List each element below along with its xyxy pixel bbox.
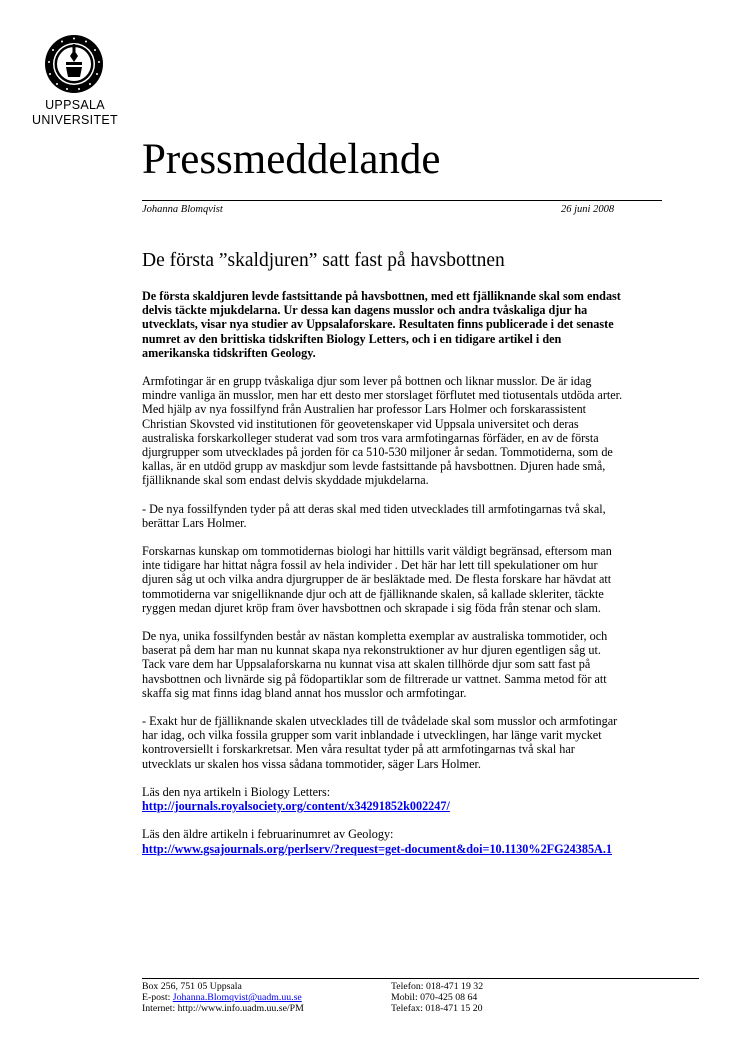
publication-date: 26 juni 2008 [561,204,615,215]
headline: De första ”skaldjuren” satt fast på havsbottnen [142,250,505,271]
footer-contact [142,981,304,1014]
link-block-geology [142,827,702,855]
biology-letters-link[interactable]: http://journals.royalsociety.org/content/x34291852k002247/ [142,799,450,814]
body-paragraph: De nya, unika fossilfynden består av nästan kompletta exemplar av australiska tommotider, och baserat på dem har man nu kunnat skapa nya rekonstruktioner av hur djuren egentligen såg ut. Tack vare dem har Uppsalaforskarna nu kunnat visa att skalen tillhörde djur som satt fast på havsbottnen och livnärde sig på födopartiklar som de filtrerade ur vattnet. Samma metod för att skaffa sig mat finns idag bland annat hos musslor och armfotingar. [142,629,608,700]
footer-internet: Internet: http://www.info.uadm.uu.se/PM [142,1003,304,1014]
lead-paragraph: De första skaldjuren levde fastsittande på havsbottnen, med ett fjälliknande skal som endast delvis täckte mjukdelarna. Ur dessa kan dagens musslor och andra tvåskaliga djur ha utvecklats, visar nya studier av Uppsalaforskare. Resultaten finns publicerade i det senaste numret av den brittiska tidskriften Biology Letters, och i en tidigare artikel i den amerikanska tidskriften Geology. [142,289,621,360]
footer-address: Box 256, 751 05 Uppsala [142,981,242,992]
footer-phones [391,981,483,1014]
university-name [0,98,150,128]
link-intro: Läs den äldre artikeln i februarinumret av Geology: [142,827,394,842]
email-link[interactable]: Johanna.Blomqvist@uadm.uu.se [172,992,302,1003]
header-divider [142,200,662,201]
email-label: E-post: [142,992,173,1003]
footer-phone: Telefon: 018-471 19 32 [391,981,484,992]
footer-fax: Telefax: 018-471 15 20 [391,1003,483,1014]
footer-email-line [142,992,304,1003]
document-title: Pressmeddelande [142,136,441,183]
body-paragraph: - Exakt hur de fjälliknande skalen utvecklades till de tvådelade skal som musslor och armfotingar har idag, och vilka fossila grupper som varit inblandade i utvecklingen, har länge varit mycket kontroversiellt i forskarkretsar. Men våra resultat tyder på att armfotingarnas två skal har utvecklats ur skalen hos vissa sådana tommotider, säger Lars Holmer. [142,714,618,771]
body-paragraph: Armfotingar är en grupp tvåskaliga djur som lever på bottnen och liknar musslor. De är idag mindre vanliga än musslor, men har ett desto mer storslaget förflutet med tiotusentals utdöda arter. Med hjälp av nya fossilfynd från Australien har professor Lars Holmer och forskarassistent Christian Skovsted vid institutionen för geovetenskaper vid Uppsala universitet och deras australiska forskarkolleger studerat vad som tros vara armfotingarnas förfäder, en av de första djurgrupper som utvecklades på jorden för ca 510-530 miljoner år sedan. Tommotiderna, som de kallas, är en utdöd grupp av maskdjur som levde fastsittande på havsbottnen. Djuren hade små, fjälliknande skal som endast delvis skyddade mjukdelarna. [142,374,623,488]
university-name-line2: UNIVERSITET [32,113,118,127]
body-paragraph: Forskarnas kunskap om tommotidernas biologi har hittills varit väldigt begränsad, eftersom man inte tidigare har hittat några fossil av hela individer . Det här har lett till spekulationer om hur djuren såg ut och vilka andra djurgrupper de är besläktade med. De flesta forskare har hävdat att tommotiderna var snigelliknande djur och att de fjälliknande skalen, så kallade skleriter, täckte ryggen medan djuret kröp fram över havsbottnen och skrapade i sig föda från stenar och slam. [142,544,612,615]
geology-link[interactable]: http://www.gsajournals.org/perlserv/?request=get-document&doi=10.1130%2FG24385A.1 [142,841,612,856]
university-name-line1: UPPSALA [45,98,105,112]
university-seal-logo [44,34,104,94]
link-intro: Läs den nya artikeln i Biology Letters: [142,784,331,799]
link-block-biology-letters [142,785,702,813]
footer-mobile: Mobil: 070-425 08 64 [391,992,478,1003]
body-paragraph: - De nya fossilfynden tyder på att deras skal med tiden utvecklades till armfotingarnas två skal, berättar Lars Holmer. [142,501,606,530]
article-body [142,289,702,870]
author-name: Johanna Blomqvist [142,204,223,215]
footer-divider [142,978,699,979]
